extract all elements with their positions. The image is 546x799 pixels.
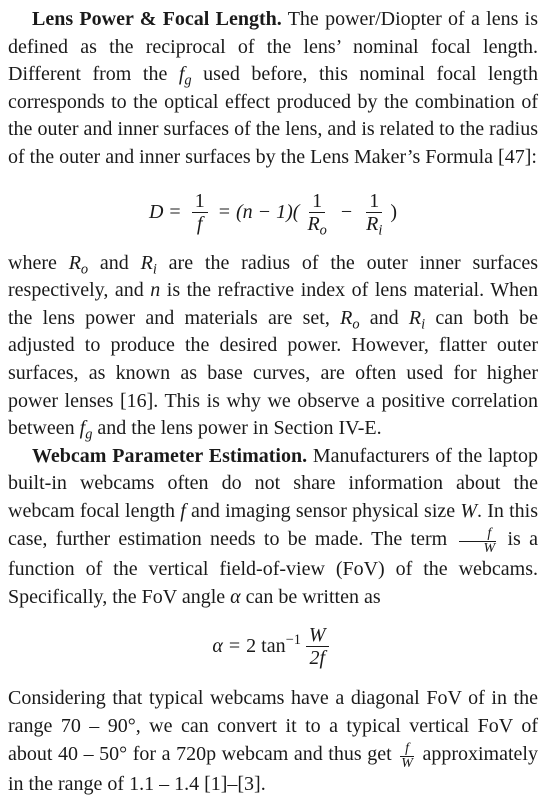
paragraph-radius-description: [8, 250, 538, 443]
subscript-i: i: [378, 222, 383, 239]
symbol-r: R: [307, 213, 320, 236]
symbol-r: R: [408, 306, 422, 329]
text: can be written as: [240, 585, 381, 608]
exponent: −1: [285, 631, 301, 648]
text: Manufacturers of the laptop built-in webcams often do not share information about the webcam focal length: [8, 444, 538, 522]
numerator: 1: [309, 190, 325, 213]
text: is a function of the vertical field-of-view (FoV) of the webcams. Specifically, the FoV angle: [8, 527, 539, 608]
arctan-label: 2 tan: [246, 634, 286, 657]
text: can both be adjusted to produce the desired power. However, flatter outer surfaces, as known as base curves, are often used for higher power lenses [16]. This is why we observe a positive correlation between: [8, 306, 538, 440]
subscript-o: o: [80, 261, 89, 278]
symbol-r: R: [140, 251, 153, 274]
eq-paren-close: ): [390, 200, 398, 223]
text: Considering that typical webcams have a diagonal FoV of in the range 70 – 90°, we can convert it to a typical vertical FoV of about 40 – 50° for a 720p webcam and thus get: [8, 687, 538, 765]
denominator: W: [401, 756, 413, 772]
text: approximately in the range of 1.1 – 1.4 [1]–[3].: [8, 742, 538, 796]
denominator: 2f: [309, 646, 326, 669]
symbol-alpha: α: [230, 585, 241, 608]
symbol-f: f: [79, 417, 86, 440]
eq-equals: =: [218, 200, 230, 223]
inline-fraction-f-over-w: [459, 527, 497, 556]
fraction-one-over-f: [192, 190, 208, 235]
numerator: f: [459, 527, 497, 542]
eq-lhs: D: [148, 200, 164, 223]
paragraph-lens-power: [8, 6, 538, 172]
fraction-w-over-2f: [306, 624, 329, 669]
numerator: f: [400, 742, 414, 757]
equation-fov-angle: [8, 615, 538, 677]
subscript-i: i: [421, 316, 426, 333]
paragraph-fov-range: [8, 685, 538, 798]
subscript-g: g: [184, 72, 192, 89]
symbol-f: f: [178, 63, 185, 86]
text: . In this case, further estimation needs to be made. The term: [8, 499, 538, 550]
numerator: 1: [366, 190, 382, 213]
eq-refractive-term: (n − 1)(: [235, 200, 300, 223]
eq-equals: =: [228, 634, 241, 657]
equation-lens-maker: [8, 180, 538, 246]
paragraph-webcam-estimation: [8, 443, 538, 612]
denominator: [304, 213, 329, 239]
numerator: W: [306, 624, 329, 647]
denominator: [363, 213, 385, 239]
fraction-one-over-ro: [304, 190, 329, 239]
text: and: [359, 306, 409, 329]
eq-minus: −: [340, 200, 353, 223]
text: and imaging sensor physical size: [185, 499, 461, 522]
symbol-r: R: [366, 213, 379, 236]
symbol-n: n: [150, 279, 161, 302]
symbol-r: R: [68, 251, 81, 274]
text: and: [88, 251, 141, 274]
text: is the refractive index of lens material. When the lens power and materials are set,: [8, 279, 538, 329]
symbol-f: f: [180, 499, 186, 522]
fraction-one-over-ri: [363, 190, 385, 239]
text: The power/Diopter of a lens is defined as the reciprocal of the lens’ nominal focal length. Different from the: [8, 8, 538, 86]
eq-alpha: α: [212, 634, 223, 657]
subscript-i: i: [152, 261, 157, 278]
text: and the lens power in Section IV-E.: [92, 417, 382, 440]
symbol-w: W: [460, 499, 478, 522]
text: where: [8, 251, 69, 274]
subscript-o: o: [319, 222, 327, 239]
numerator: 1: [192, 190, 208, 213]
denominator: f: [196, 213, 203, 236]
text: are the radius of the outer inner surfaces respectively, and: [8, 251, 538, 302]
symbol-r: R: [340, 306, 353, 329]
text: used before, this nominal focal length corresponds to the optical effect produced by the combination of the outer and inner surfaces of the lens, and is related to the radius of the outer and inner surfaces by the Lens Maker’s Formula [47]:: [8, 63, 538, 168]
subscript-o: o: [352, 316, 360, 333]
run-in-heading-webcam: Webcam Parameter Estimation.: [32, 444, 308, 467]
denominator: W: [483, 541, 496, 557]
eq-arctan: [246, 633, 301, 661]
eq-equals: =: [169, 200, 181, 223]
run-in-heading-lens-power: Lens Power & Focal Length.: [32, 8, 282, 30]
subscript-g: g: [85, 426, 93, 443]
